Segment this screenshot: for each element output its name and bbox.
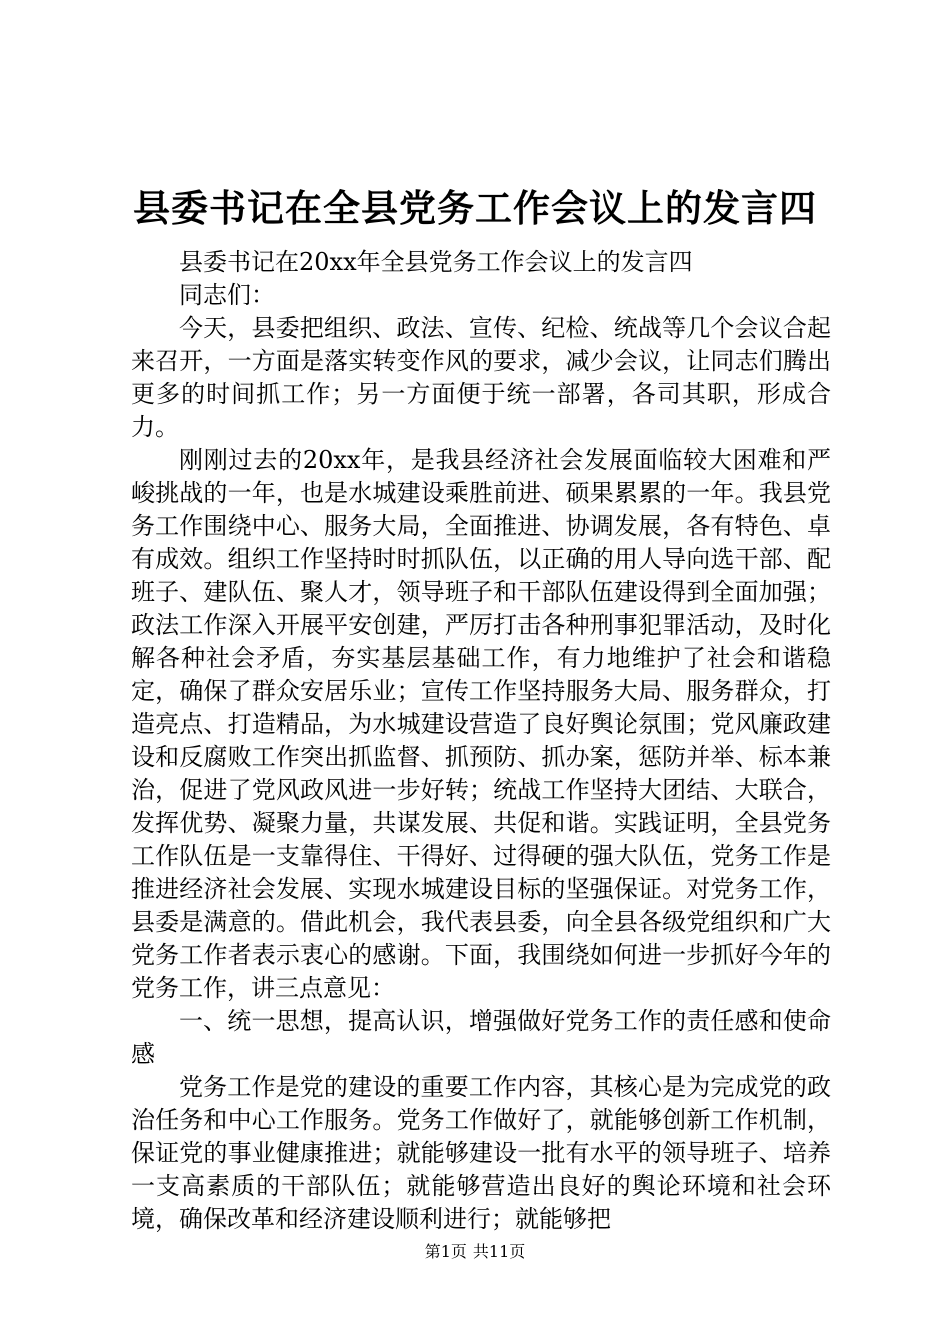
paragraph-intro: 今天，县委把组织、政法、宣传、纪检、统战等几个会议合起来召开，一方面是落实转变作风的要求，减少会议，让同志们腾出更多的时间抓工作；另一方面便于统一部署，各司其职，形成合力。 bbox=[131, 314, 831, 441]
page-footer bbox=[0, 1241, 950, 1263]
paragraph-section-body: 党务工作是党的建设的重要工作内容，其核心是为完成党的政治任务和中心工作服务。党务工作做好了，就能够创新工作机制，保证党的事业健康推进；就能够建设一批有水平的领导班子、培养一支高素质的干部队伍；就能够营造出良好的舆论环境和社会环境，确保改革和经济建设顺利进行；就能够把 bbox=[131, 1073, 831, 1233]
page-number: 第1页 bbox=[424, 1242, 467, 1261]
document-title: 县委书记在全县党务工作会议上的发言四 bbox=[133, 186, 817, 230]
paragraph-review: 刚刚过去的20xx年，是我县经济社会发展面临较大困难和严峻挑战的一年，也是水城建设乘胜前进、硕果累累的一年。我县党务工作围绕中心、服务大局，全面推进、协调发展，各有特色、卓有成效。组织工作坚持时时抓队伍，以正确的用人导向选干部、配班子、建队伍、聚人才，领导班子和干部队伍建设得到全面加强；政法工作深入开展平安创建，严厉打击各种刑事犯罪活动，及时化解各种社会矛盾，夯实基层基础工作，有力地维护了社会和谐稳定，确保了群众安居乐业；宣传工作坚持服务大局、服务群众，打造亮点、打造精品，为水城建设营造了良好舆论氛围；党风廉政建设和反腐败工作突出抓监督、抓预防、抓办案，惩防并举、标本兼治，促进了党风政风进一步好转；统战工作坚持大团结、大联合，发挥优势、凝聚力量，共谋发展、共促和谐。实践证明，全县党务工作队伍是一支靠得住、干得好、过得硬的强大队伍，党务工作是推进经济社会发展、实现水城建设目标的坚强保证。对党务工作，县委是满意的。借此机会，我代表县委，向全县各级党组织和广大党务工作者表示衷心的感谢。下面，我围绕如何进一步抓好今年的党务工作，讲三点意见： bbox=[131, 446, 831, 1002]
paragraph-subtitle: 县委书记在20xx年全县党务工作会议上的发言四 bbox=[179, 248, 693, 276]
paragraph-section-heading: 一、统一思想，提高认识，增强做好党务工作的责任感和使命感 bbox=[131, 1007, 831, 1068]
paragraph-salutation: 同志们： bbox=[179, 281, 275, 309]
document-body bbox=[131, 212, 831, 1236]
page-total: 共11页 bbox=[472, 1242, 526, 1261]
